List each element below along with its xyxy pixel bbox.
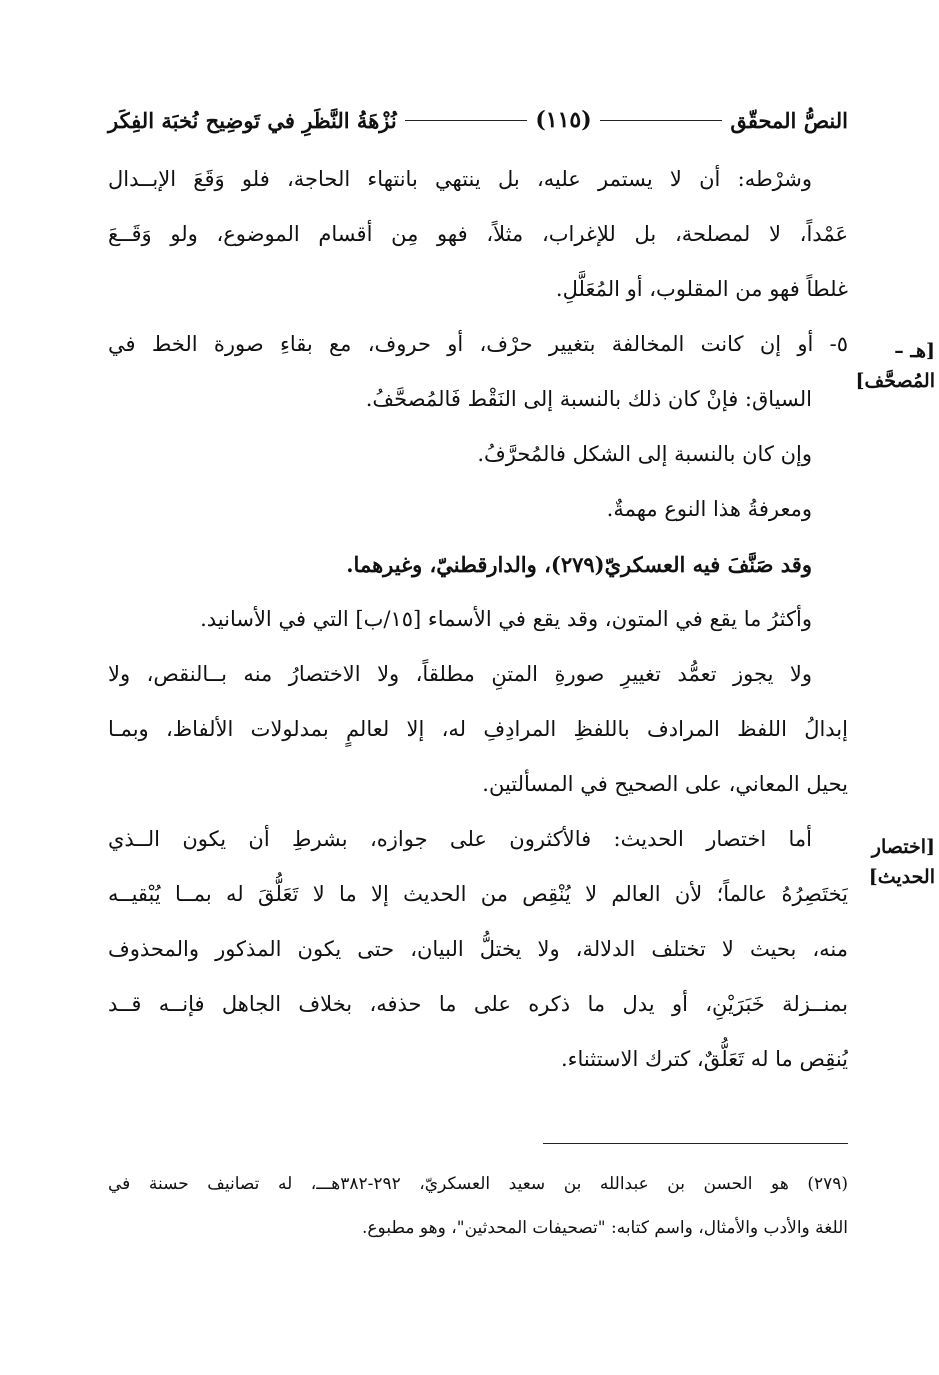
text-line: يحيل المعاني، على الصحيح في المسألتين. — [482, 772, 848, 796]
footnote-line: (٢٧٩) هو الحسن بن عبدالله بن سعيد العسكريّ، ٢٩٢-٣٨٢هـــ، له تصانيف حسنة في — [108, 1174, 848, 1194]
side-note-line: المُصحَّف] — [855, 370, 935, 392]
text-line: وإن كان بالنسبة إلى الشكل فالمُحرَّفُ. — [477, 442, 812, 466]
side-note-musahhaf — [835, 336, 935, 396]
footnote-separator — [543, 1143, 848, 1144]
header-section-label: النصُّ المحقّق — [730, 107, 848, 133]
side-note-line: [اختصار — [871, 836, 935, 858]
footnote — [108, 1162, 848, 1250]
text-line: غلطاً فهو من المقلوب، أو المُعَلَّلِ. — [555, 277, 848, 301]
side-note-ikhtisar — [835, 832, 935, 892]
text-line: أما اختصار الحديث: فالأكثرون على جوازه، بشرطِ أن يكون الــذي — [108, 827, 812, 851]
text-line: إبدالُ اللفظ المرادف باللفظِ المرادِفِ له، إلا لعالمٍ بمدلولات الألفاظ، وبمـا — [108, 717, 848, 741]
page-number: (١١٥) — [535, 107, 592, 133]
text-line: عَمْداً، لا لمصلحة، بل للإغراب، مثلاً، فهو مِن أقسام الموضوع، ولو وَقَــعَ — [108, 222, 848, 246]
text-line: بمنــزلة خَبَرَيْنِ، أو يدل ما ذكره على ما حذفه، بخلاف الجاهل فإنــه قــد — [108, 992, 848, 1016]
header-rule-left — [405, 120, 528, 121]
header-book-title: نُزْهَةُ النَّظَرِ في تَوضِيح نُخبَة الفِكَر — [108, 107, 397, 133]
side-note-line: [هـ – — [894, 340, 935, 362]
text-line: منه، بحيث لا تختلف الدلالة، ولا يختلُّ البيان، حتى يكون المذكور والمحذوف — [108, 937, 848, 961]
footnote-line: اللغة والأدب والأمثال، واسم كتابه: "تصحيفات المحدثين"، وهو مطبوع. — [361, 1218, 848, 1238]
text-line: السياق: فإنْ كان ذلك بالنسبة إلى النَقْط فَالمُصحَّفُ. — [365, 387, 812, 411]
text-line: وقد صَنَّفَ فيه العسكريّ(٢٧٩)، والدارقطنيّ، وغيرهما. — [346, 552, 812, 577]
side-note-line: الحديث] — [868, 866, 935, 888]
text-line: ولا يجوز تعمُّد تغييرِ صورةِ المتنِ مطلقاً، ولا الاختصارُ منه بــالنقص، ولا — [108, 662, 812, 686]
text-line: وشرْطه: أن لا يستمر عليه، بل ينتهي بانتهاء الحاجة، فلو وَقَعَ الإبــدال — [108, 167, 812, 191]
header-rule-right — [600, 120, 723, 121]
running-header — [108, 100, 848, 140]
text-line: يَختَصِرُهُ عالماً؛ لأن العالم لا يُنْقِص من الحديث إلا ما لا تَعَلُّقَ له بمــا يُبْقيــه — [108, 882, 848, 906]
text-line: يُنقِص ما له تَعَلُّقٌ، كترك الاستثناء. — [560, 1047, 848, 1071]
text-line: ومعرفةُ هذا النوع مهمةٌ. — [606, 497, 812, 521]
text-line: ٥- أو إن كانت المخالفة بتغيير حرْف، أو حروف، مع بقاءِ صورة الخط في — [108, 332, 848, 356]
text-line: وأكثرُ ما يقع في المتون، وقد يقع في الأسماء [١٥/ب] التي في الأسانيد. — [200, 607, 812, 631]
main-text — [108, 152, 848, 1087]
